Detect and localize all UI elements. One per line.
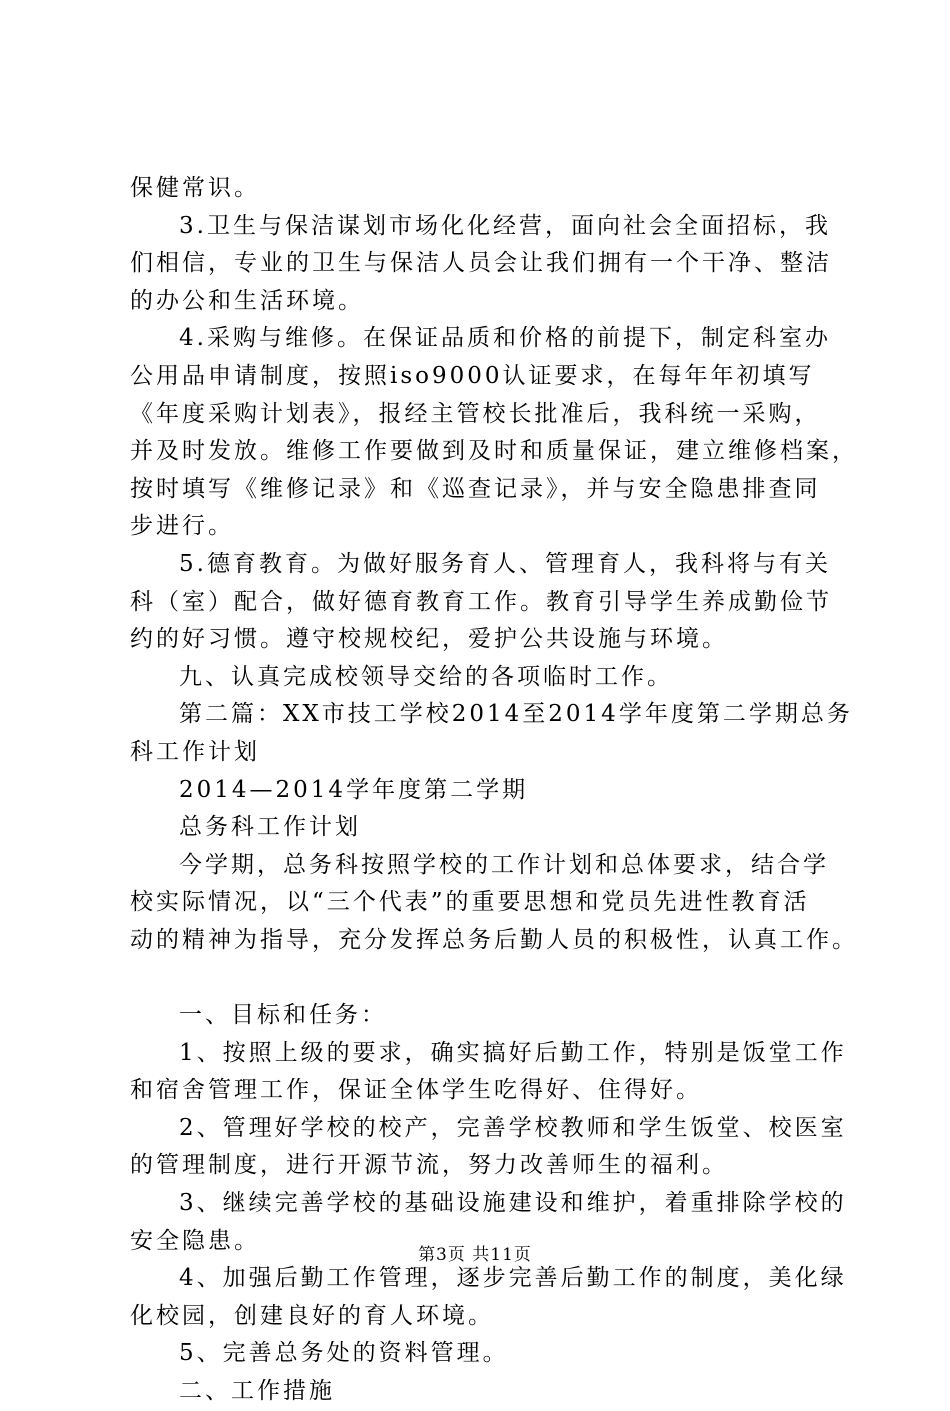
text-line: 4.采购与维修。在保证品质和价格的前提下，制定科室办 [179, 325, 831, 352]
section-heading: 第二篇：XX市技工学校2014至2014学年度第二学期总务 [179, 701, 853, 728]
text-line: 安全隐患。 [130, 1227, 260, 1254]
document-body [130, 170, 858, 1411]
text-line: 3、继续完善学校的基础设施建设和维护，着重排除学校的 [179, 1190, 847, 1217]
page-footer [0, 1240, 950, 1265]
blank-line [130, 959, 830, 997]
text-line: 《年度采购计划表》，报经主管校长批准后，我科统一采购， [130, 400, 821, 427]
text-line: 步进行。 [130, 513, 234, 540]
text-line: 约的好习惯。遵守校规校纪，爱护公共设施与环境。 [130, 626, 728, 653]
section-heading: 科工作计划 [130, 738, 260, 765]
text-line: 5.德育教育。为做好服务育人、管理育人，我科将与有关 [179, 550, 831, 577]
section-heading: 二、工作措施 [179, 1378, 335, 1404]
text-line: 并及时发放。维修工作要做到及时和质量保证，建立维修档案， [130, 438, 858, 465]
text-line: 动的精神为指导，充分发挥总务后勤人员的积极性，认真工作。 [130, 926, 858, 953]
text-line: 和宿舍管理工作，保证全体学生吃得好、住得好。 [130, 1077, 702, 1104]
text-line: 科（室）配合，做好德育教育工作。教育引导学生养成勤俭节 [130, 588, 832, 615]
text-line: 5、完善总务处的资料管理。 [179, 1340, 509, 1367]
text-line: 3.卫生与保洁谋划市场化化经营，面向社会全面招标，我 [179, 212, 831, 239]
text-line: 九、认真完成校领导交给的各项临时工作。 [179, 663, 673, 690]
text-line: 2、管理好学校的校产，完善学校教师和学生饭堂、校医室 [179, 1114, 847, 1141]
text-line: 4、加强后勤工作管理，逐步完善后勤工作的制度，美化绿 [179, 1265, 847, 1292]
text-line: 保健常识。 [130, 175, 260, 201]
text-line: 1、按照上级的要求，确实搞好后勤工作，特别是饭堂工作 [179, 1039, 847, 1066]
text-line: 的管理制度，进行开源节流，努力改善师生的福利。 [130, 1152, 728, 1179]
page-number: 第3页 共11页 [418, 1245, 532, 1265]
text-line: 按时填写《维修记录》和《巡查记录》，并与安全隐患排查同 [130, 475, 821, 502]
subtitle: 2014—2014学年度第二学期 [179, 776, 529, 803]
text-line: 化校园，创建良好的育人环境。 [130, 1302, 494, 1329]
text-line: 的办公和生活环境。 [130, 287, 364, 314]
text-line: 们相信，专业的卫生与保洁人员会让我们拥有一个干净、整洁 [130, 250, 832, 277]
text-line: 校实际情况，以“三个代表”的重要思想和党员先进性教育活 [130, 889, 810, 916]
subtitle: 总务科工作计划 [179, 814, 361, 841]
text-line: 今学期，总务科按照学校的工作计划和总体要求，结合学 [179, 851, 829, 878]
text-line: 公用品申请制度，按照iso9000认证要求，在每年年初填写 [130, 362, 815, 389]
section-heading: 一、目标和任务： [179, 1002, 387, 1029]
